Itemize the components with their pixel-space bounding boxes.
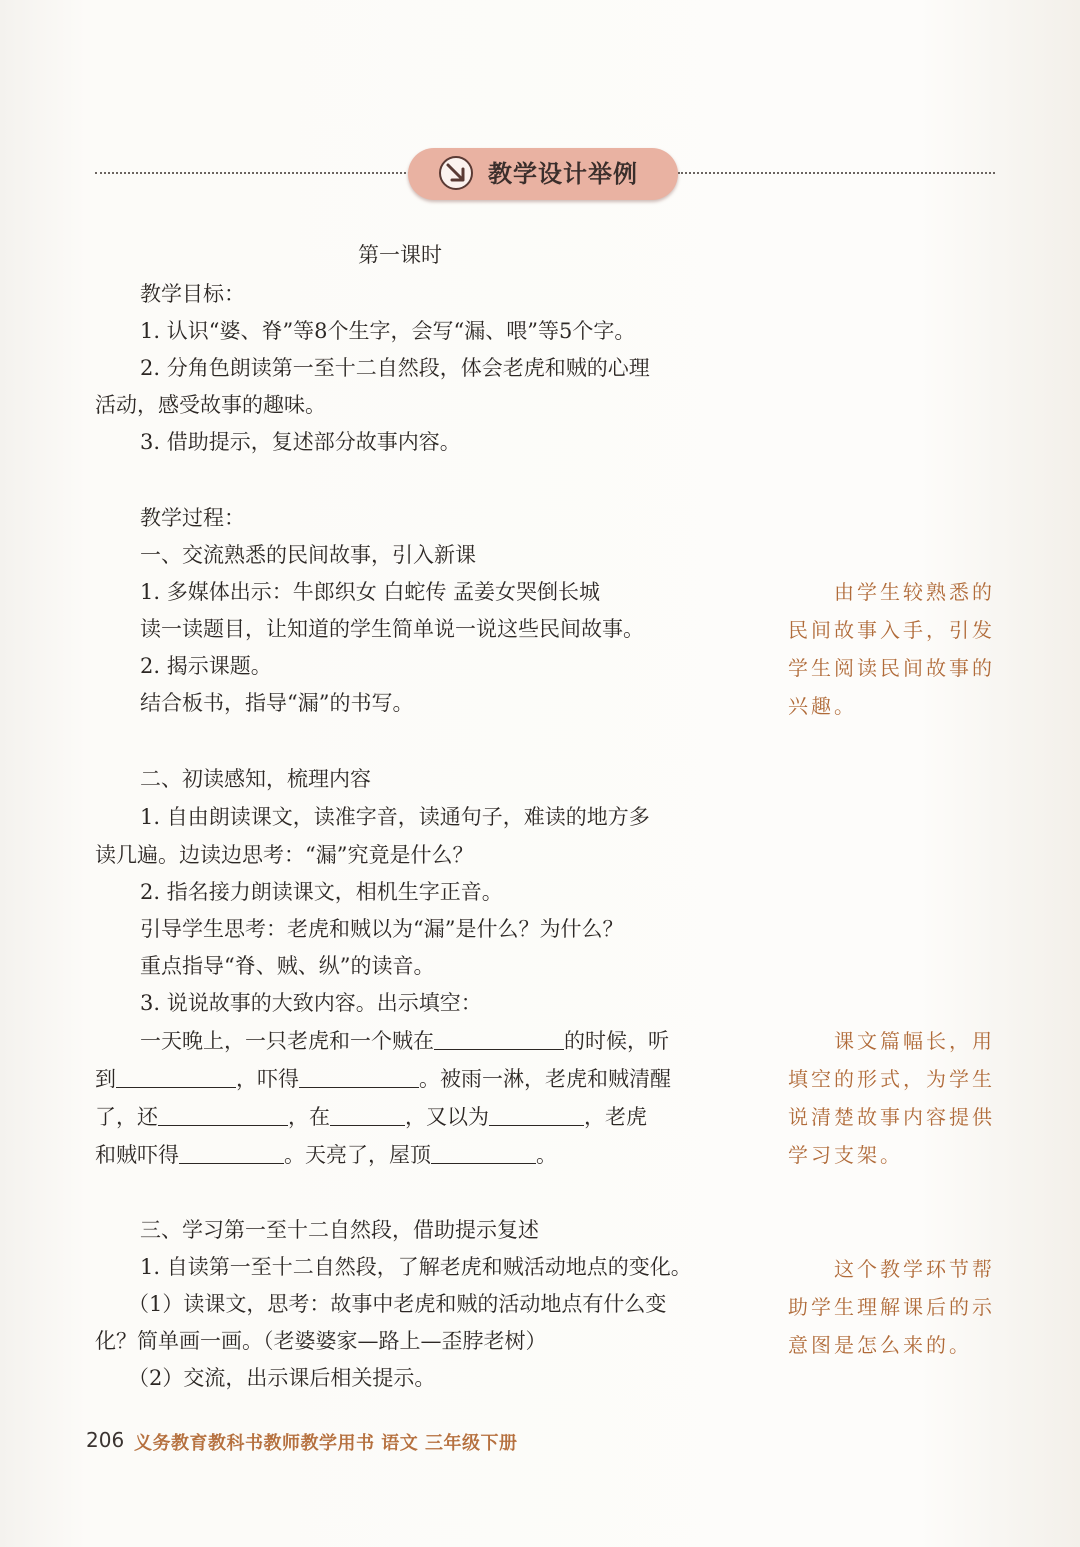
margin-note-1-line-4: 兴趣。 xyxy=(788,694,857,718)
section-2-line-1: 1. 自由朗读课文，读准字音，读通句子，难读的地方多 xyxy=(140,805,650,829)
section-1-line-1: 1. 多媒体出示：牛郎织女 白蛇传 孟姜女哭倒长城 xyxy=(140,580,601,604)
margin-note-1-line-2: 民间故事入手，引发 xyxy=(788,618,995,642)
arrow-down-right-icon xyxy=(438,155,474,191)
section-2-line-6: 3. 说说故事的大致内容。出示填空： xyxy=(140,991,482,1015)
fill-text: 了，还 xyxy=(95,1105,158,1129)
goal-2-line-2: 活动，感受故事的趣味。 xyxy=(95,393,326,417)
goal-3: 3. 借助提示，复述部分故事内容。 xyxy=(140,430,461,454)
header-divider-left xyxy=(95,172,410,174)
section-2-line-4: 引导学生思考：老虎和贼以为“漏”是什么？为什么？ xyxy=(140,917,624,941)
section-3-line-2: （1）读课文，思考：故事中老虎和贼的活动地点有什么变 xyxy=(128,1292,667,1316)
section-3-line-3: 化？简单画一画。（老婆婆家—路上—歪脖老树） xyxy=(95,1329,547,1353)
fill-text: 的时候，听 xyxy=(564,1029,669,1053)
margin-note-2-line-2: 填空的形式，为学生 xyxy=(788,1067,995,1091)
fill-blank-line-1 xyxy=(140,1026,669,1056)
goals-heading: 教学目标： xyxy=(140,282,245,306)
fill-text: 。被雨一淋，老虎和贼清醒 xyxy=(419,1067,671,1091)
fill-blank-line-3 xyxy=(95,1102,647,1132)
process-heading: 教学过程： xyxy=(140,506,245,530)
fill-text: 到 xyxy=(95,1067,116,1091)
margin-note-2-line-4: 学习支架。 xyxy=(788,1143,903,1167)
fill-text: 。 xyxy=(536,1143,557,1167)
margin-note-2-line-1: 课文篇幅长，用 xyxy=(834,1029,995,1053)
section-1-line-3: 2. 揭示课题。 xyxy=(140,654,272,678)
fill-blank xyxy=(299,1065,419,1088)
margin-note-1-line-1: 由学生较熟悉的 xyxy=(834,580,995,604)
goal-1: 1. 认识“婆、脊”等8个生字，会写“漏、喂”等5个字。 xyxy=(140,319,636,343)
section-2-line-2: 读几遍。边读边思考：“漏”究竟是什么？ xyxy=(95,843,474,867)
section-header-title: 教学设计举例 xyxy=(488,160,638,188)
margin-note-1-line-3: 学生阅读民间故事的 xyxy=(788,656,995,680)
section-1-title: 一、交流熟悉的民间故事，引入新课 xyxy=(140,543,476,567)
section-3-title: 三、学习第一至十二自然段，借助提示复述 xyxy=(140,1218,539,1242)
margin-note-3-line-3: 意图是怎么来的。 xyxy=(788,1333,972,1357)
section-1-line-2: 读一读题目，让知道的学生简单说一说这些民间故事。 xyxy=(140,617,644,641)
fill-text: ，又以为 xyxy=(405,1105,489,1129)
fill-blank xyxy=(431,1141,536,1164)
fill-blank xyxy=(434,1027,564,1050)
header-divider-right xyxy=(678,172,995,174)
fill-blank-line-2 xyxy=(95,1064,671,1094)
fill-text: ，在 xyxy=(288,1105,330,1129)
page-number: 206 xyxy=(86,1428,125,1452)
fill-blank xyxy=(330,1103,405,1126)
fill-blank xyxy=(116,1065,236,1088)
section-2-title: 二、初读感知，梳理内容 xyxy=(140,767,371,791)
margin-note-3-line-1: 这个教学环节帮 xyxy=(834,1257,995,1281)
section-3-line-4: （2）交流，出示课后相关提示。 xyxy=(128,1366,436,1390)
fill-blank xyxy=(158,1103,288,1126)
section-header-badge xyxy=(408,148,678,200)
fill-text: 。天亮了，屋顶 xyxy=(284,1143,431,1167)
section-1-line-4: 结合板书，指导“漏”的书写。 xyxy=(140,691,414,715)
fill-text: 一天晚上，一只老虎和一个贼在 xyxy=(140,1029,434,1053)
lesson-title: 第一课时 xyxy=(358,243,442,267)
section-3-line-1: 1. 自读第一至十二自然段，了解老虎和贼活动地点的变化。 xyxy=(140,1255,692,1279)
margin-note-3-line-2: 助学生理解课后的示 xyxy=(788,1295,995,1319)
book-title: 义务教育教科书教师教学用书 语文 三年级下册 xyxy=(134,1433,518,1454)
fill-blank xyxy=(179,1141,284,1164)
section-2-line-5: 重点指导“脊、贼、纵”的读音。 xyxy=(140,954,435,978)
section-2-line-3: 2. 指名接力朗读课文，相机生字正音。 xyxy=(140,880,503,904)
fill-text: ，老虎 xyxy=(584,1105,647,1129)
fill-blank-line-4 xyxy=(95,1140,557,1170)
fill-text: 和贼吓得 xyxy=(95,1143,179,1167)
fill-blank xyxy=(489,1103,584,1126)
goal-2-line-1: 2. 分角色朗读第一至十二自然段，体会老虎和贼的心理 xyxy=(140,356,650,380)
margin-note-2-line-3: 说清楚故事内容提供 xyxy=(788,1105,995,1129)
fill-text: ，吓得 xyxy=(236,1067,299,1091)
